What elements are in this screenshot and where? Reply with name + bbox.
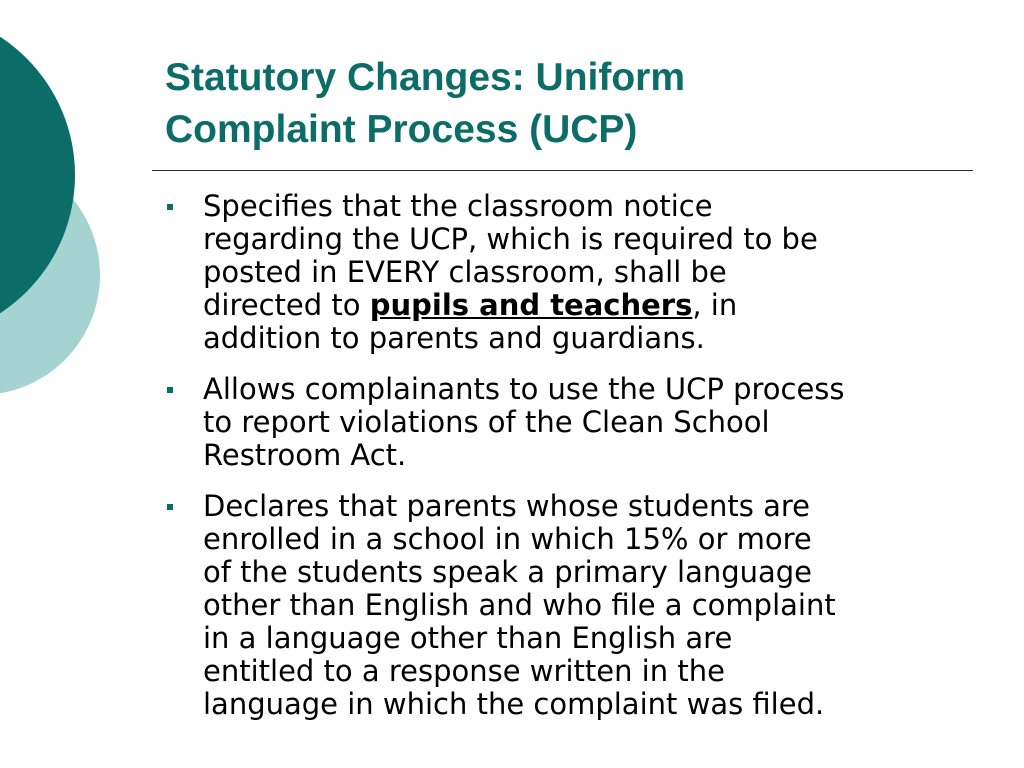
bullet-text (203, 190, 984, 355)
bullet-item-language-response (164, 490, 984, 721)
bullet-text-before: Specifies that the classroom notice regarding the UCP, which is required to be posted in EVERY classroom, shall be directed to (203, 189, 818, 322)
bullet-text: Declares that parents whose students are enrolled in a school in which 15% or more of the students speak a primary language other than English and who file a complaint in a language other than English are entitled to a response written in the language in which the complaint was filed. (203, 489, 836, 721)
slide-title-line-1: Statutory Changes: Uniform (165, 56, 686, 99)
title-divider (152, 170, 973, 171)
bullet-list (164, 190, 984, 739)
square-bullet-icon (167, 387, 173, 393)
bullet-text-after: , in addition to parents and guardians. (203, 288, 738, 355)
bullet-item-classroom-notice (164, 190, 984, 355)
decorative-circles (0, 0, 120, 420)
square-bullet-icon (167, 204, 173, 210)
slide-title (165, 52, 965, 156)
slide-title-line-2: Complaint Process (UCP) (165, 108, 638, 151)
bullet-item-restroom-act (164, 373, 984, 472)
bullet-text: Allows complainants to use the UCP process to report violations of the Clean School Restroom Act. (203, 372, 845, 472)
emphasized-text: pupils and teachers (369, 288, 693, 322)
square-bullet-icon (167, 504, 173, 510)
